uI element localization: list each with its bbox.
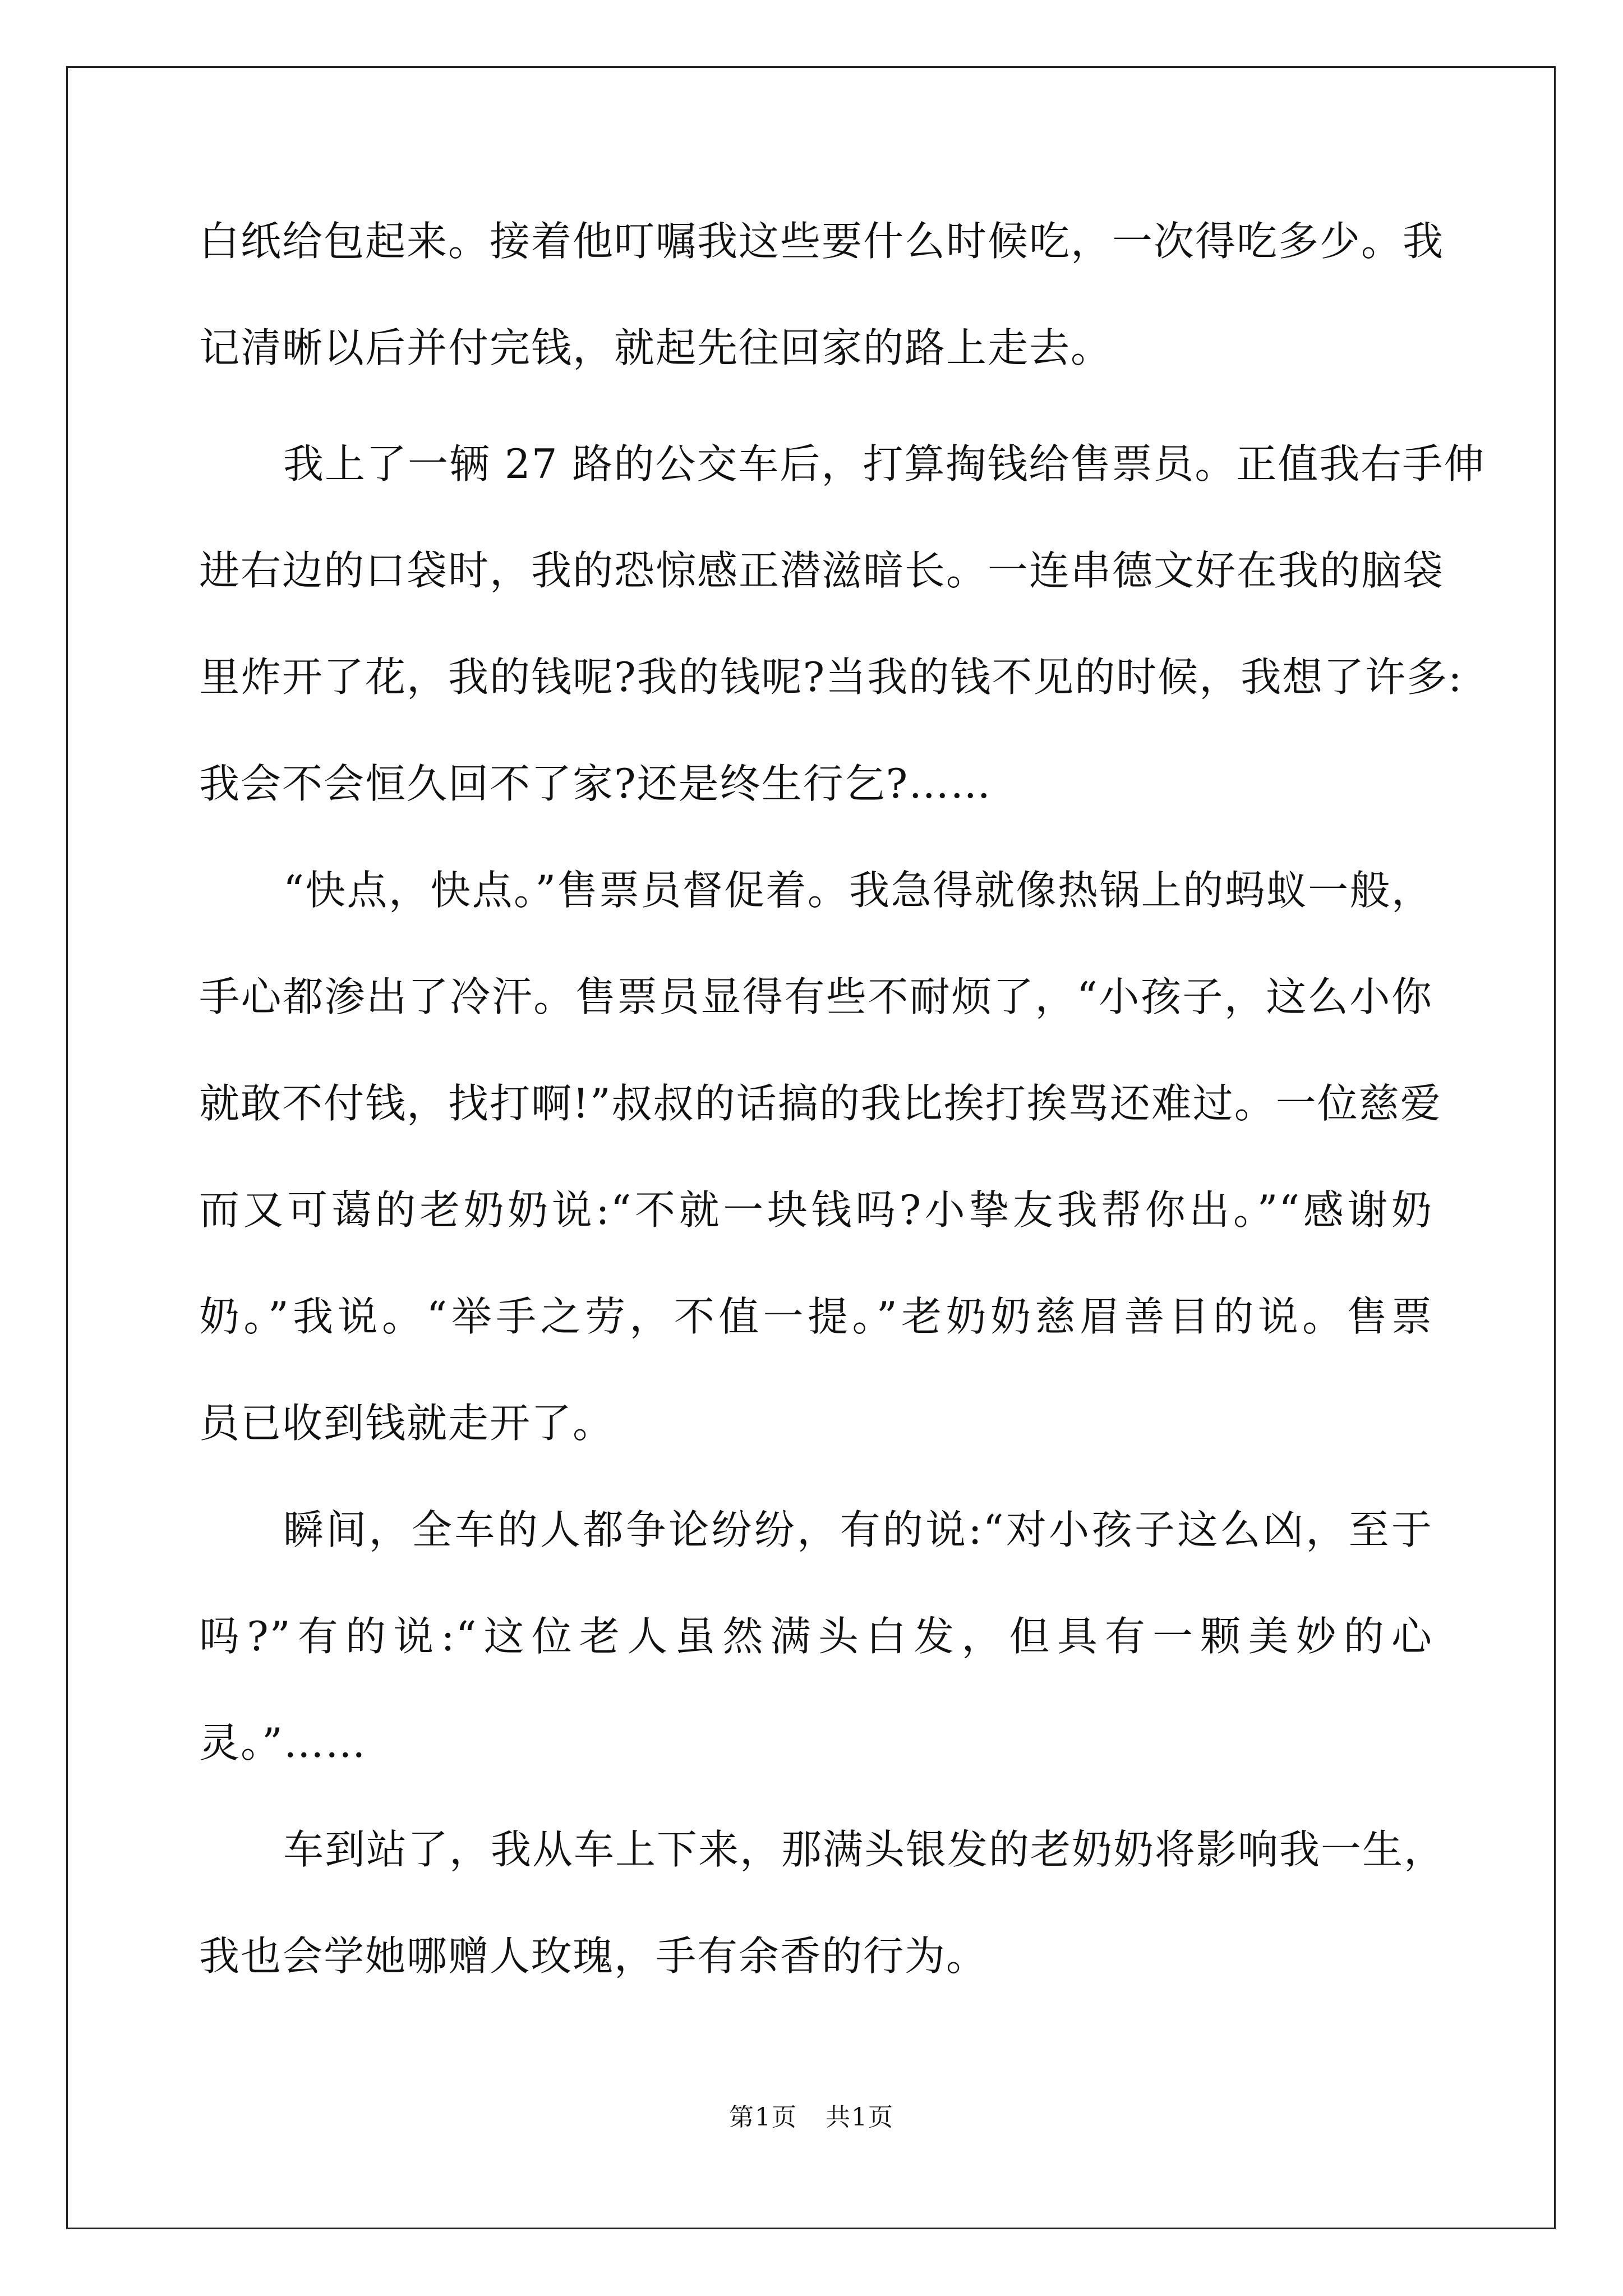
text-line-6: 我会不会恒久回不了家?还是终生行乞?……	[199, 760, 992, 807]
text-line-9: 就敢不付钱，找打啊!”叔叔的话搞的我比挨打挨骂还难过。一位慈爱	[199, 1080, 1442, 1127]
text-line-15: 灵。”……	[199, 1719, 367, 1766]
page-footer	[0, 2101, 1623, 2134]
text-line-12: 员已收到钱就走开了。	[199, 1400, 615, 1447]
text-line-5: 里炸开了花，我的钱呢?我的钱呢?当我的钱不见的时候，我想了许多:	[199, 654, 1463, 701]
text-line-17: 我也会学她哪赠人玫瑰，手有余香的行为。	[199, 1932, 988, 1980]
text-line-7: “快点，快点。”售票员督促着。我急得就像热锅上的蚂蚁一般，	[283, 867, 1433, 914]
text-line-14: 吗?”有的说:“这位老人虽然满头白发，但具有一颗美妙的心	[199, 1613, 1433, 1660]
page-border	[66, 66, 1556, 2229]
text-line-4: 进右边的口袋时，我的恐惊感正潜滋暗长。一连串德文好在我的脑袋	[199, 547, 1445, 594]
text-line-10: 而又可蔼的老奶奶说:“不就一块钱吗?小挚友我帮你出。”“感谢奶	[199, 1186, 1433, 1234]
text-line-11: 奶。”我说。“举手之劳，不值一提。”老奶奶慈眉善目的说。售票	[199, 1293, 1433, 1340]
text-line-3: 我上了一辆 27 路的公交车后，打算掏钱给售票员。正值我右手伸	[283, 440, 1486, 487]
text-line-8: 手心都渗出了冷汗。售票员显得有些不耐烦了，“小孩子，这么小你	[199, 973, 1433, 1020]
page-total: 共1页	[826, 2103, 894, 2132]
page-number: 第1页	[729, 2103, 797, 2132]
text-line-1: 白纸给包起来。接着他叮嘱我这些要什么时候吃，一次得吃多少。我	[199, 218, 1445, 265]
text-line-13: 瞬间，全车的人都争论纷纷，有的说:“对小孩子这么凶，至于	[283, 1506, 1433, 1553]
text-line-16: 车到站了，我从车上下来，那满头银发的老奶奶将影响我一生，	[283, 1826, 1446, 1873]
text-line-2: 记清晰以后并付完钱，就起先往回家的路上走去。	[199, 324, 1113, 371]
